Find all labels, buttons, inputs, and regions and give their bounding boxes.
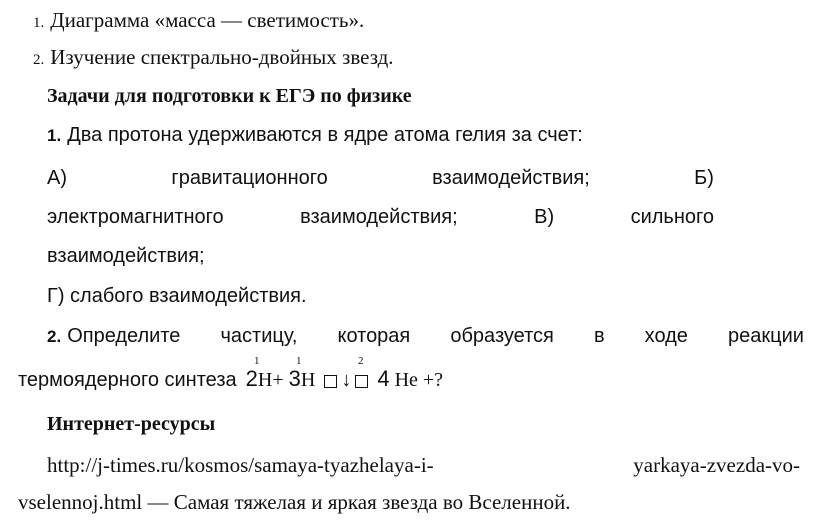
resource-line bbox=[47, 453, 800, 478]
task1-number: 1. bbox=[47, 126, 62, 145]
list-item bbox=[33, 45, 394, 70]
list-number: 1. bbox=[33, 15, 45, 31]
ege-heading: Задачи для подготовки к ЕГЭ по физике bbox=[47, 85, 412, 107]
resource-description: vselennoj.html — Самая тяжелая и яркая звезда во Вселенной. bbox=[18, 490, 571, 514]
resource-url-part: yarkaya-zvezda-vo- bbox=[633, 453, 800, 477]
option-b-word: электромагнитного bbox=[47, 206, 224, 228]
task2-word: ходе bbox=[644, 325, 688, 347]
mass-number-2: 3 bbox=[288, 366, 301, 391]
option-a-word: взаимодействия; bbox=[432, 167, 590, 189]
formula-prefix: термоядерного синтеза bbox=[18, 369, 237, 391]
list-text: Диаграмма «масса — светимость». bbox=[50, 8, 365, 32]
element-symbol-1: H bbox=[257, 369, 273, 391]
placeholder-box-icon bbox=[355, 375, 368, 388]
task1-option-g: Г) слабого взаимодействия. bbox=[47, 285, 307, 307]
task2-word: образуется bbox=[450, 325, 554, 347]
option-a-label: А) bbox=[47, 167, 67, 189]
task1-option-line: взаимодействия; bbox=[47, 245, 205, 267]
option-a-word: гравитационного bbox=[171, 167, 328, 189]
task2-word: в bbox=[593, 325, 605, 347]
option-b-label: Б) bbox=[694, 167, 714, 189]
formula-tail: +? bbox=[422, 369, 444, 391]
mass-number-1: 2 bbox=[245, 366, 258, 391]
list-number: 2. bbox=[33, 52, 45, 68]
z2-number: 1 bbox=[296, 355, 302, 367]
task1-question: Два протона удерживаются в ядре атома гелия за счет: bbox=[67, 124, 583, 146]
list-text: Изучение спектрально-двойных звезд. bbox=[50, 45, 394, 69]
task2-word: реакции bbox=[728, 325, 804, 347]
task2-number: 2. bbox=[47, 327, 62, 346]
element-symbol-3: He bbox=[394, 369, 418, 391]
element-symbol-2: H bbox=[300, 369, 316, 391]
task2-word: 2. Определите bbox=[47, 325, 181, 347]
plus-sign: + bbox=[272, 369, 284, 391]
option-v-word: сильного bbox=[630, 206, 714, 228]
down-arrow-icon: ↓ bbox=[341, 369, 352, 391]
placeholder-box-icon bbox=[324, 375, 337, 388]
task1-option-line bbox=[47, 167, 714, 190]
formula-line bbox=[18, 366, 443, 392]
mass-number-3: 4 bbox=[377, 366, 390, 391]
internet-heading: Интернет-ресурсы bbox=[47, 413, 216, 435]
task1-option-line bbox=[47, 206, 714, 229]
option-v-label: В) bbox=[534, 206, 555, 228]
z3-number: 2 bbox=[358, 355, 364, 367]
task2-word: частицу, bbox=[220, 325, 298, 347]
task2-line bbox=[47, 325, 804, 348]
task1-question-line bbox=[47, 124, 583, 147]
list-item bbox=[33, 8, 364, 33]
resource-url-part: http://j-times.ru/kosmos/samaya-tyazhelaya-i- bbox=[47, 453, 434, 477]
z1-number: 1 bbox=[254, 355, 260, 367]
option-b-word: взаимодействия; bbox=[300, 206, 458, 228]
task2-word: которая bbox=[337, 325, 411, 347]
